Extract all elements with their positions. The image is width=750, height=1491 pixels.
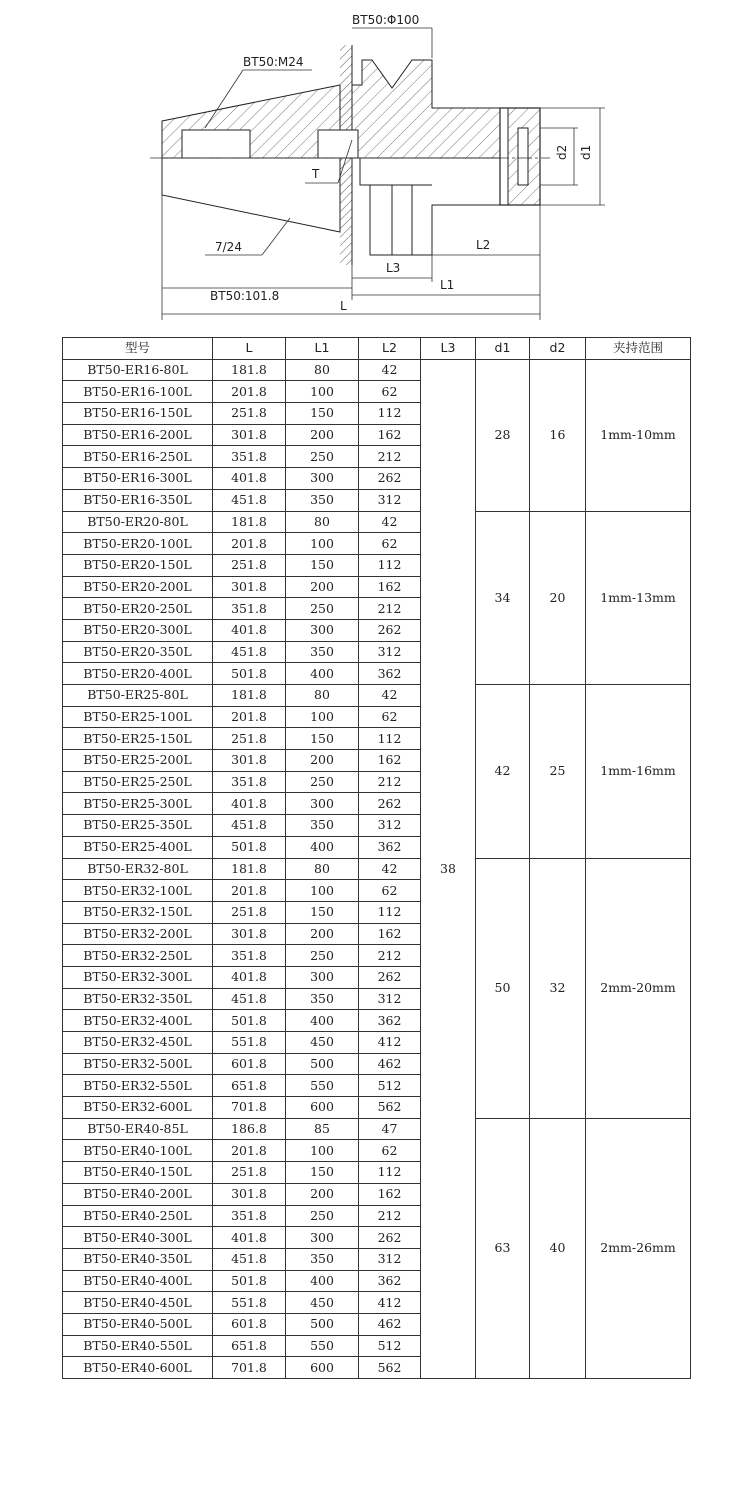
cell-l: 401.8 — [213, 966, 286, 988]
header-l3: L3 — [421, 338, 476, 360]
l-label: L — [340, 299, 347, 313]
cell-l1: 250 — [286, 446, 359, 468]
cell-l2: 512 — [359, 1335, 421, 1357]
cell-l: 401.8 — [213, 468, 286, 490]
cell-l2: 462 — [359, 1313, 421, 1335]
cell-l: 301.8 — [213, 923, 286, 945]
cell-l: 351.8 — [213, 1205, 286, 1227]
cell-l1: 400 — [286, 1010, 359, 1032]
cell-l2: 62 — [359, 381, 421, 403]
cell-model: BT50-ER25-150L — [63, 728, 213, 750]
header-l2: L2 — [359, 338, 421, 360]
cell-l1: 300 — [286, 1227, 359, 1249]
cell-l1: 350 — [286, 1248, 359, 1270]
cell-model: BT50-ER25-200L — [63, 750, 213, 772]
cell-l1: 150 — [286, 728, 359, 750]
cell-model: BT50-ER16-350L — [63, 489, 213, 511]
cell-l2: 312 — [359, 1248, 421, 1270]
cell-clamp-range: 1mm-13mm — [586, 511, 691, 685]
cell-l1: 80 — [286, 685, 359, 707]
cell-l1: 450 — [286, 1292, 359, 1314]
cell-model: BT50-ER32-600L — [63, 1097, 213, 1119]
header-l: L — [213, 338, 286, 360]
cell-l1: 150 — [286, 554, 359, 576]
cell-l: 651.8 — [213, 1335, 286, 1357]
cell-l: 651.8 — [213, 1075, 286, 1097]
cell-l: 301.8 — [213, 424, 286, 446]
cell-l2: 62 — [359, 1140, 421, 1162]
cell-l1: 200 — [286, 424, 359, 446]
cell-l2: 362 — [359, 1270, 421, 1292]
cell-model: BT50-ER20-350L — [63, 641, 213, 663]
cell-l: 301.8 — [213, 750, 286, 772]
cell-clamp-range: 1mm-16mm — [586, 685, 691, 859]
cell-l2: 112 — [359, 1162, 421, 1184]
cell-l: 201.8 — [213, 533, 286, 555]
flange-diameter-label: BT50:Φ100 — [352, 13, 420, 27]
cell-model: BT50-ER40-100L — [63, 1140, 213, 1162]
cell-model: BT50-ER40-550L — [63, 1335, 213, 1357]
cell-l1: 200 — [286, 750, 359, 772]
cell-l2: 562 — [359, 1097, 421, 1119]
cell-l2: 362 — [359, 663, 421, 685]
cell-l: 181.8 — [213, 359, 286, 381]
l1-label: L1 — [440, 278, 455, 292]
cell-l: 401.8 — [213, 793, 286, 815]
cell-l: 301.8 — [213, 1183, 286, 1205]
cell-l: 301.8 — [213, 576, 286, 598]
cell-model: BT50-ER16-200L — [63, 424, 213, 446]
cell-l: 251.8 — [213, 1162, 286, 1184]
table-row — [63, 685, 691, 707]
cell-l1: 350 — [286, 988, 359, 1010]
cell-clamp-range: 2mm-26mm — [586, 1118, 691, 1378]
cell-model: BT50-ER32-100L — [63, 880, 213, 902]
cell-model: BT50-ER20-250L — [63, 598, 213, 620]
cell-l1: 250 — [286, 771, 359, 793]
cell-l: 201.8 — [213, 1140, 286, 1162]
taper-ratio-label: 7/24 — [215, 240, 242, 254]
cell-l: 551.8 — [213, 1032, 286, 1054]
d2-label: d2 — [555, 144, 569, 160]
flange-section — [352, 60, 500, 158]
cell-d2: 32 — [530, 858, 586, 1118]
header-l1: L1 — [286, 338, 359, 360]
cell-l: 251.8 — [213, 728, 286, 750]
cell-l2: 262 — [359, 1227, 421, 1249]
cell-l1: 100 — [286, 880, 359, 902]
cell-l2: 412 — [359, 1292, 421, 1314]
cell-l1: 300 — [286, 793, 359, 815]
spec-table — [62, 337, 691, 1379]
cell-model: BT50-ER40-450L — [63, 1292, 213, 1314]
technical-drawing-svg — [0, 0, 750, 330]
cell-l2: 512 — [359, 1075, 421, 1097]
cell-clamp-range: 1mm-10mm — [586, 359, 691, 511]
cell-l2: 212 — [359, 1205, 421, 1227]
cell-l2: 112 — [359, 901, 421, 923]
cell-l1: 150 — [286, 403, 359, 425]
cell-model: BT50-ER25-350L — [63, 815, 213, 837]
l3-label: L3 — [386, 261, 401, 275]
cell-l1: 250 — [286, 1205, 359, 1227]
cell-l: 551.8 — [213, 1292, 286, 1314]
cell-l3: 38 — [421, 359, 476, 1378]
cell-l: 451.8 — [213, 641, 286, 663]
cell-l1: 200 — [286, 923, 359, 945]
cell-l2: 212 — [359, 598, 421, 620]
cell-l: 351.8 — [213, 771, 286, 793]
cell-l: 181.8 — [213, 511, 286, 533]
cell-l2: 112 — [359, 403, 421, 425]
cell-l: 451.8 — [213, 1248, 286, 1270]
cell-l1: 350 — [286, 489, 359, 511]
d1-label: d1 — [579, 144, 593, 160]
cell-l: 181.8 — [213, 858, 286, 880]
cell-l2: 312 — [359, 641, 421, 663]
cell-l2: 362 — [359, 1010, 421, 1032]
cell-l1: 300 — [286, 966, 359, 988]
cell-l1: 300 — [286, 619, 359, 641]
cell-model: BT50-ER32-150L — [63, 901, 213, 923]
cell-d2: 40 — [530, 1118, 586, 1378]
cell-l: 251.8 — [213, 554, 286, 576]
cell-model: BT50-ER32-300L — [63, 966, 213, 988]
header-model: 型号 — [63, 338, 213, 360]
cell-l2: 412 — [359, 1032, 421, 1054]
cell-l: 186.8 — [213, 1118, 286, 1140]
cell-l2: 42 — [359, 359, 421, 381]
cell-model: BT50-ER40-300L — [63, 1227, 213, 1249]
cell-l: 451.8 — [213, 489, 286, 511]
t-label: T — [312, 167, 320, 181]
thread-label: BT50:M24 — [243, 55, 304, 69]
cell-l: 201.8 — [213, 706, 286, 728]
cell-l2: 212 — [359, 771, 421, 793]
cell-model: BT50-ER16-150L — [63, 403, 213, 425]
cell-l: 251.8 — [213, 403, 286, 425]
cell-l2: 312 — [359, 988, 421, 1010]
l2-label: L2 — [476, 238, 491, 252]
cell-l1: 80 — [286, 511, 359, 533]
cell-l1: 350 — [286, 815, 359, 837]
cell-l2: 312 — [359, 815, 421, 837]
cell-l1: 550 — [286, 1075, 359, 1097]
cell-model: BT50-ER25-300L — [63, 793, 213, 815]
cell-l1: 85 — [286, 1118, 359, 1140]
cell-l2: 42 — [359, 858, 421, 880]
cell-l: 701.8 — [213, 1097, 286, 1119]
cell-model: BT50-ER32-550L — [63, 1075, 213, 1097]
cell-l2: 262 — [359, 468, 421, 490]
cell-l2: 112 — [359, 554, 421, 576]
cell-l1: 300 — [286, 468, 359, 490]
cell-model: BT50-ER32-400L — [63, 1010, 213, 1032]
cell-l2: 162 — [359, 750, 421, 772]
cell-l2: 62 — [359, 706, 421, 728]
table-row — [63, 858, 691, 880]
cell-l2: 562 — [359, 1357, 421, 1379]
header-clamp-range: 夹持范围 — [586, 338, 691, 360]
cell-l2: 162 — [359, 923, 421, 945]
cell-l1: 250 — [286, 945, 359, 967]
cell-l: 181.8 — [213, 685, 286, 707]
cell-clamp-range: 2mm-20mm — [586, 858, 691, 1118]
cell-model: BT50-ER40-500L — [63, 1313, 213, 1335]
table-row — [63, 1118, 691, 1140]
cell-l: 351.8 — [213, 598, 286, 620]
cell-l1: 150 — [286, 901, 359, 923]
gauge-length-label: BT50:101.8 — [210, 289, 280, 303]
table-row — [63, 511, 691, 533]
cell-model: BT50-ER20-80L — [63, 511, 213, 533]
cell-d2: 25 — [530, 685, 586, 859]
cell-model: BT50-ER32-450L — [63, 1032, 213, 1054]
cell-model: BT50-ER40-200L — [63, 1183, 213, 1205]
cell-l1: 550 — [286, 1335, 359, 1357]
table-body — [63, 359, 691, 1378]
cell-model: BT50-ER20-400L — [63, 663, 213, 685]
cell-model: BT50-ER25-80L — [63, 685, 213, 707]
cell-l1: 100 — [286, 706, 359, 728]
cell-l1: 100 — [286, 1140, 359, 1162]
table-header-row — [63, 338, 691, 360]
cell-d1: 34 — [476, 511, 530, 685]
cell-l2: 42 — [359, 685, 421, 707]
cell-d1: 50 — [476, 858, 530, 1118]
cell-l2: 212 — [359, 945, 421, 967]
cell-model: BT50-ER20-150L — [63, 554, 213, 576]
cell-model: BT50-ER16-300L — [63, 468, 213, 490]
cell-model: BT50-ER32-350L — [63, 988, 213, 1010]
cell-model: BT50-ER20-200L — [63, 576, 213, 598]
cell-l1: 350 — [286, 641, 359, 663]
cell-model: BT50-ER25-400L — [63, 836, 213, 858]
cell-l2: 162 — [359, 1183, 421, 1205]
cell-l: 451.8 — [213, 988, 286, 1010]
cell-model: BT50-ER32-200L — [63, 923, 213, 945]
cell-model: BT50-ER32-500L — [63, 1053, 213, 1075]
cell-l2: 262 — [359, 793, 421, 815]
cell-model: BT50-ER25-250L — [63, 771, 213, 793]
cell-model: BT50-ER40-350L — [63, 1248, 213, 1270]
tool-holder-drawing — [0, 0, 750, 330]
cell-model: BT50-ER40-150L — [63, 1162, 213, 1184]
cell-l2: 362 — [359, 836, 421, 858]
cell-d1: 63 — [476, 1118, 530, 1378]
cell-l: 201.8 — [213, 880, 286, 902]
cell-model: BT50-ER40-85L — [63, 1118, 213, 1140]
cell-l: 501.8 — [213, 836, 286, 858]
cell-d1: 42 — [476, 685, 530, 859]
cell-l: 351.8 — [213, 446, 286, 468]
cell-model: BT50-ER40-250L — [63, 1205, 213, 1227]
cell-model: BT50-ER32-250L — [63, 945, 213, 967]
cell-l1: 450 — [286, 1032, 359, 1054]
cell-model: BT50-ER20-100L — [63, 533, 213, 555]
cell-l: 501.8 — [213, 1270, 286, 1292]
cell-l1: 400 — [286, 836, 359, 858]
cell-l: 601.8 — [213, 1313, 286, 1335]
header-d2: d2 — [530, 338, 586, 360]
cell-model: BT50-ER16-80L — [63, 359, 213, 381]
table-row — [63, 359, 691, 381]
cell-d2: 20 — [530, 511, 586, 685]
cell-l: 501.8 — [213, 663, 286, 685]
cell-l1: 80 — [286, 858, 359, 880]
cell-l2: 112 — [359, 728, 421, 750]
cell-l1: 200 — [286, 576, 359, 598]
cell-model: BT50-ER40-400L — [63, 1270, 213, 1292]
cell-model: BT50-ER20-300L — [63, 619, 213, 641]
cell-l1: 500 — [286, 1053, 359, 1075]
cell-model: BT50-ER16-100L — [63, 381, 213, 403]
cell-l2: 462 — [359, 1053, 421, 1075]
cell-l1: 600 — [286, 1357, 359, 1379]
cell-l1: 600 — [286, 1097, 359, 1119]
cell-model: BT50-ER40-600L — [63, 1357, 213, 1379]
cell-l: 251.8 — [213, 901, 286, 923]
cell-l1: 150 — [286, 1162, 359, 1184]
cell-l2: 262 — [359, 619, 421, 641]
cell-model: BT50-ER25-100L — [63, 706, 213, 728]
cell-l2: 62 — [359, 880, 421, 902]
header-d1: d1 — [476, 338, 530, 360]
cell-l: 701.8 — [213, 1357, 286, 1379]
cell-l1: 400 — [286, 1270, 359, 1292]
cell-l1: 100 — [286, 533, 359, 555]
cell-l: 201.8 — [213, 381, 286, 403]
cell-l2: 262 — [359, 966, 421, 988]
cell-l: 401.8 — [213, 1227, 286, 1249]
cell-l1: 400 — [286, 663, 359, 685]
cell-l2: 312 — [359, 489, 421, 511]
cell-model: BT50-ER16-250L — [63, 446, 213, 468]
cell-l2: 162 — [359, 576, 421, 598]
cell-l1: 500 — [286, 1313, 359, 1335]
cell-l: 401.8 — [213, 619, 286, 641]
cell-l1: 80 — [286, 359, 359, 381]
cell-l1: 250 — [286, 598, 359, 620]
cell-l2: 162 — [359, 424, 421, 446]
cell-l: 451.8 — [213, 815, 286, 837]
cell-l2: 212 — [359, 446, 421, 468]
pull-stud-bore — [182, 130, 250, 158]
cell-l2: 42 — [359, 511, 421, 533]
cell-l: 501.8 — [213, 1010, 286, 1032]
cell-l: 351.8 — [213, 945, 286, 967]
cell-d2: 16 — [530, 359, 586, 511]
cell-l2: 62 — [359, 533, 421, 555]
cell-model: BT50-ER32-80L — [63, 858, 213, 880]
cell-l: 601.8 — [213, 1053, 286, 1075]
cell-l2: 47 — [359, 1118, 421, 1140]
cell-l1: 100 — [286, 381, 359, 403]
cell-d1: 28 — [476, 359, 530, 511]
cell-l1: 200 — [286, 1183, 359, 1205]
